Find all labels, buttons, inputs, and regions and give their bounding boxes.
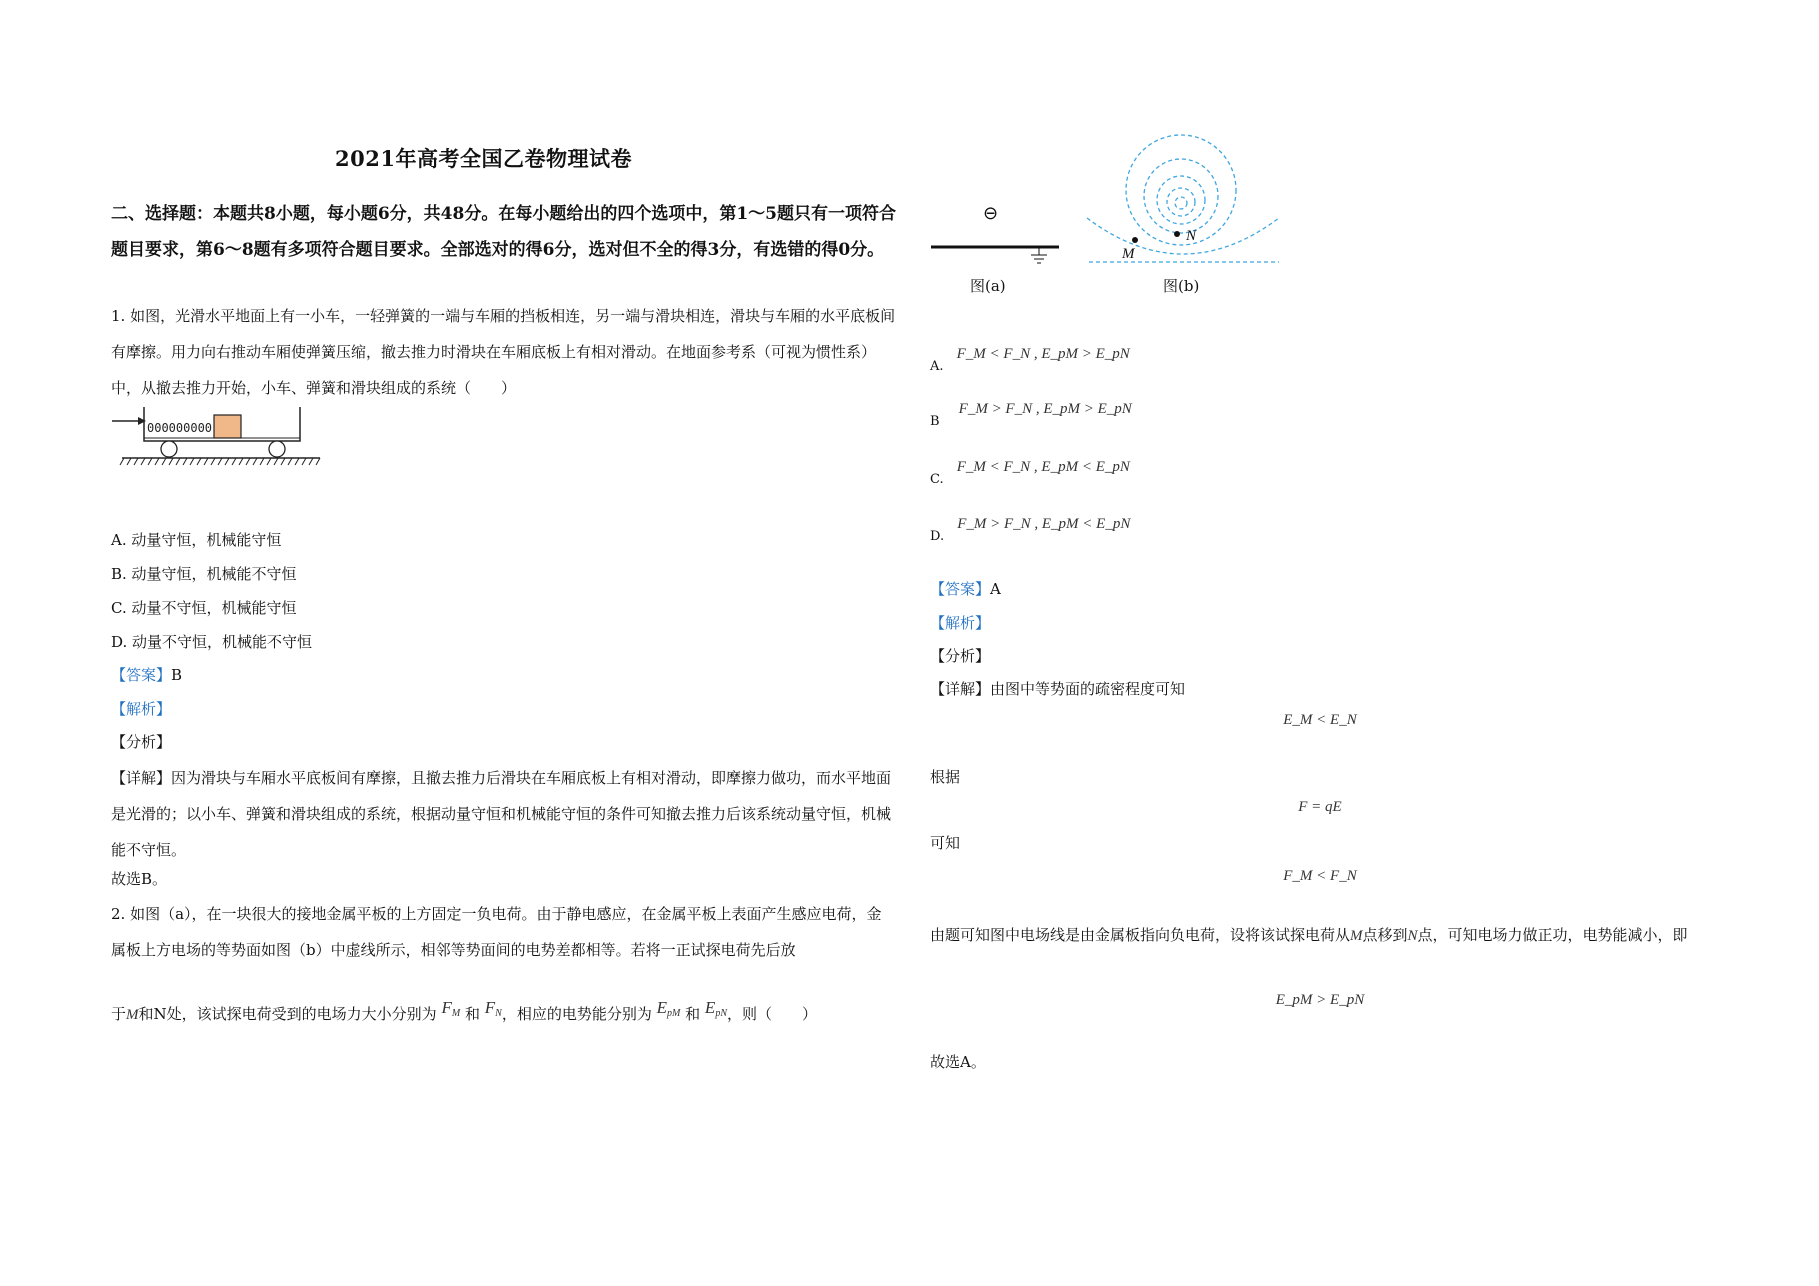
q2-option-c [930, 459, 1130, 488]
q2-stem: 2. 如图（a），在一块很大的接地金属平板的上方固定一负电荷。由于静电感应，在金属平板上表面产生感应电荷，金属板上方电场的等势面如图（b）中虚线所示，相邻等势面间的电势差都相等。若将一正试探电荷先后放 [111, 905, 882, 959]
q1-detail [111, 760, 896, 868]
wheel-left [161, 441, 177, 457]
kezhi-text: 可知 [930, 834, 961, 852]
equation-2: F = qE [1298, 799, 1342, 815]
q2-detail-1 [930, 671, 1185, 707]
q2-option-b [930, 401, 1132, 430]
q1-option-a: A. 动量守恒，机械能守恒 [111, 531, 282, 549]
fig-a-caption: 图(a) [970, 277, 1006, 295]
text-part: 和 [685, 1005, 701, 1023]
text-part: 于 [111, 1005, 127, 1023]
q1-option-d: D. 动量不守恒，机械能不守恒 [111, 633, 313, 651]
option-letter: D. [930, 529, 945, 544]
text-part: 点，可知电场力做正功，电势能减小，即 [1417, 926, 1688, 944]
symbol-m: M [126, 1007, 139, 1023]
option-letter: B [930, 414, 940, 429]
symbol-epn: $E_{pN}$ [704, 998, 727, 1019]
q2-conclusion: 故选A。 [930, 1053, 986, 1071]
option-formula: F_M < F_N , E_pM > E_pN [956, 346, 1130, 362]
q1-stem: 1. 如图，光滑水平地面上有一小车，一轻弹簧的一端与车厢的挡板相连，另一端与滑块相连，滑块与车厢的水平底板间有摩擦。用力向右推动车厢使弹簧压缩，撤去推力时滑块在车厢底板上有相对滑动。在地面参考系（可视为惯性系）中，从撤去推力开始，小车、弹簧和滑块组成的系统（ ） [111, 307, 896, 397]
genju-text: 根据 [930, 768, 961, 786]
q2-figure-b [1085, 130, 1280, 265]
q2-option-a [930, 346, 1130, 375]
text-part: 点移到 [1362, 926, 1408, 944]
text-part: 和N处，该试探电荷受到的电场力大小分别为 [138, 1005, 437, 1023]
spring-coils: 000000000 [147, 421, 213, 435]
option-formula: F_M > F_N , E_pM < E_pN [957, 516, 1131, 532]
q1-option-b: B. 动量守恒，机械能不守恒 [111, 565, 297, 583]
symbol-n: N [1407, 928, 1418, 944]
point-n [1174, 231, 1180, 237]
option-letter: A. [930, 359, 944, 374]
q2-fenxi-label: 【分析】 [930, 647, 991, 665]
wheel-right [269, 441, 285, 457]
symbol-m: M [1350, 928, 1363, 944]
fig-b-caption: 图(b) [1163, 277, 1200, 295]
label-m: M [1122, 246, 1135, 262]
point-m [1132, 237, 1138, 243]
option-formula: F_M > F_N , E_pM > E_pN [958, 401, 1132, 417]
equation-4: E_pM > E_pN [1275, 992, 1365, 1008]
q1-conclusion: 故选B。 [111, 870, 168, 888]
detail-text: 因为滑块与车厢水平底板间有摩擦，且撤去推力后滑块在车厢底板上有相对滑动，即摩擦力做功，而水平地面是光滑的；以小车、弹簧和滑块组成的系统，根据动量守恒和机械能守恒的条件可知撤去推力后该系统动量守恒，机械能不守恒。 [111, 769, 892, 859]
negative-charge-icon: ⊖ [983, 203, 999, 224]
q2-jiexi-label: 【解析】 [930, 614, 991, 632]
symbol-fm: $F_M$ [441, 998, 461, 1019]
q2-option-d [930, 516, 1131, 545]
q2-stem-tail [111, 990, 901, 1033]
text-part: 和 [464, 1005, 480, 1023]
page-title: 2021年高考全国乙卷物理试卷 [335, 146, 632, 171]
equipotential-1 [1126, 135, 1236, 245]
symbol-fn: $F_N$ [484, 998, 502, 1019]
section-header: 二、选择题：本题共8小题，每小题6分，共48分。在每小题给出的四个选项中，第1～5题只有一项符合题目要求，第6～8题有多项符合题目要求。全部选对的得6分，选对但不全的得3分，有选错的得0分。 [111, 204, 896, 260]
label-n: N [1186, 228, 1197, 244]
option-letter: C. [930, 472, 944, 487]
equation-3: F_M < F_N [1283, 868, 1357, 884]
answer-value: A [990, 580, 1001, 598]
slider-block [214, 415, 241, 438]
q1-figure-cart [110, 405, 325, 471]
q2-figure-a [925, 195, 1065, 275]
text-part: ，相应的电势能分别为 [501, 1005, 652, 1023]
detail-text: 由图中等势面的疏密程度可知 [990, 680, 1186, 698]
option-formula: F_M < F_N , E_pM < E_pN [956, 459, 1130, 475]
xiangjie-label: 【详解】 [111, 769, 172, 787]
q1-option-c: C. 动量不守恒，机械能守恒 [111, 599, 297, 617]
q1-fenxi-label: 【分析】 [111, 733, 172, 751]
q2-answer [930, 571, 1001, 607]
answer-value: B [171, 666, 183, 684]
answer-label: 【答案】 [111, 666, 172, 684]
q1-answer [111, 657, 182, 693]
q1-jiexi-label: 【解析】 [111, 700, 172, 718]
equation-1: E_M < E_N [1283, 712, 1357, 728]
answer-label: 【答案】 [930, 580, 991, 598]
symbol-epm: $E_{pM}$ [656, 998, 681, 1019]
text-part: 由题可知图中电场线是由金属板指向负电荷，设将该试探电荷从 [930, 926, 1351, 944]
xiangjie-label: 【详解】 [930, 680, 991, 698]
text-part: ，则（ ） [726, 1005, 817, 1023]
q2-detail-2 [930, 917, 1720, 954]
